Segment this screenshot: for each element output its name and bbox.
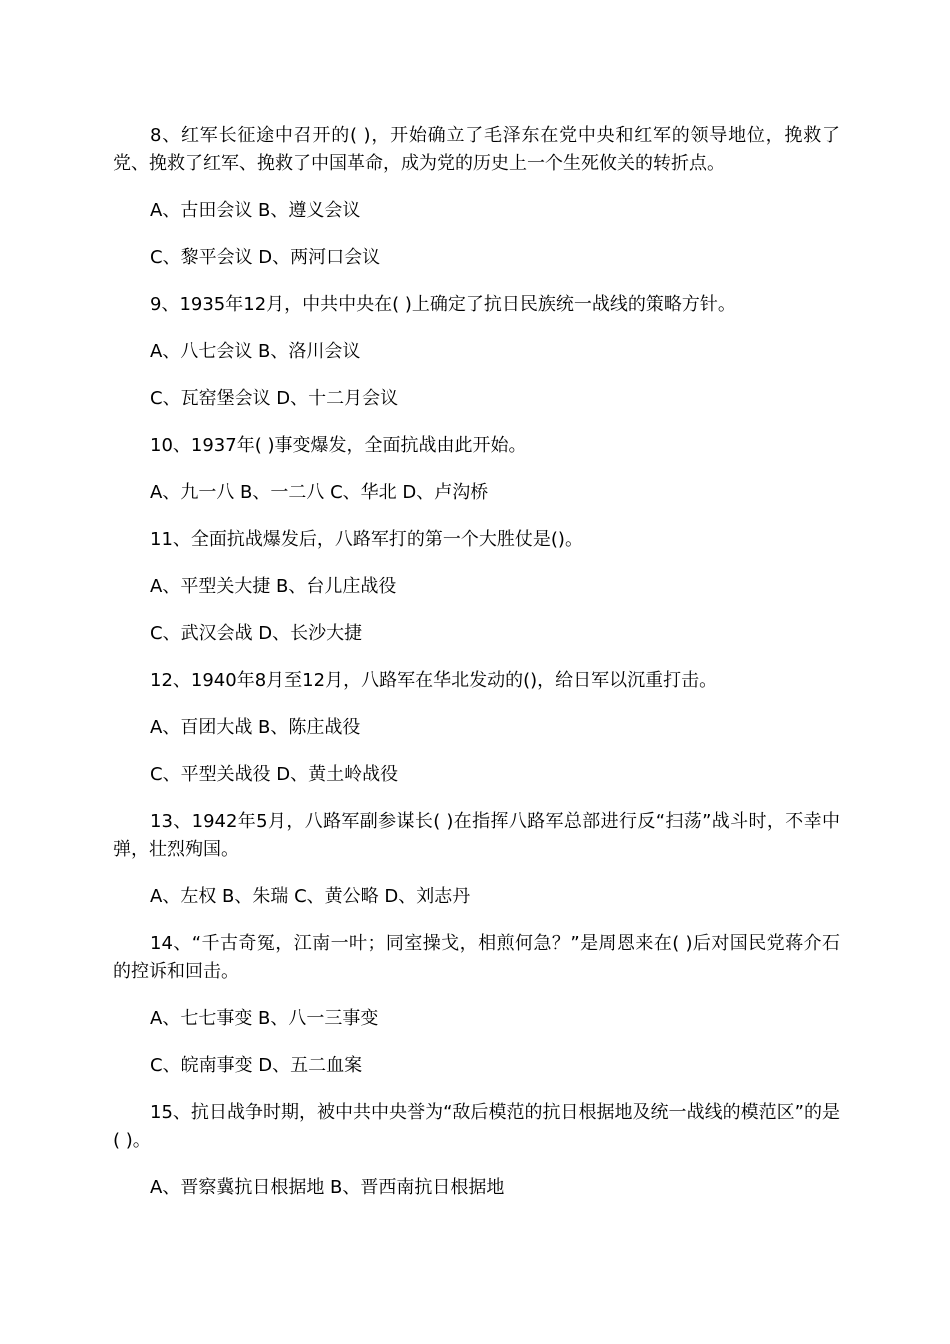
options-9-cd: C、瓦窑堡会议 D、十二月会议: [150, 388, 399, 409]
options-12-ab: A、百团大战 B、陈庄战役: [150, 717, 361, 738]
options-9-ab: A、八七会议 B、洛川会议: [150, 341, 361, 362]
question-9: 9、1935年12月，中共中央在( )上确定了抗日民族统一战线的策略方针。: [150, 294, 736, 315]
question-15: 15、抗日战争时期，被中共中央誉为“敌后模范的抗日根据地及统一战线的模范区”的是( )。: [113, 1102, 840, 1151]
options-15-ab: A、晋察冀抗日根据地 B、晋西南抗日根据地: [150, 1177, 505, 1198]
question-12: 12、1940年8月至12月，八路军在华北发动的()，给日军以沉重打击。: [150, 670, 718, 691]
options-11-cd: C、武汉会战 D、长沙大捷: [150, 623, 363, 644]
options-13: A、左权 B、朱瑞 C、黄公略 D、刘志丹: [150, 886, 471, 907]
options-10: A、九一八 B、一二八 C、华北 D、卢沟桥: [150, 482, 489, 503]
options-8-cd: C、黎平会议 D、两河口会议: [150, 247, 381, 268]
question-8: 8、红军长征途中召开的( )，开始确立了毛泽东在党中央和红军的领导地位，挽救了党、挽救了红军、挽救了中国革命，成为党的历史上一个生死攸关的转折点。: [113, 125, 840, 174]
options-14-ab: A、七七事变 B、八一三事变: [150, 1008, 379, 1029]
question-10: 10、1937年( )事变爆发，全面抗战由此开始。: [150, 435, 527, 456]
options-14-cd: C、皖南事变 D、五二血案: [150, 1055, 363, 1076]
document-page: [113, 122, 840, 1221]
options-11-ab: A、平型关大捷 B、台儿庄战役: [150, 576, 397, 597]
options-8-ab: A、古田会议 B、遵义会议: [150, 200, 361, 221]
question-14: 14、“千古奇冤，江南一叶；同室操戈，相煎何急？”是周恩来在( )后对国民党蒋介石的控诉和回击。: [113, 933, 840, 982]
options-12-cd: C、平型关战役 D、黄土岭战役: [150, 764, 399, 785]
question-13: 13、1942年5月，八路军副参谋长( )在指挥八路军总部进行反“扫荡”战斗时，不幸中弹，壮烈殉国。: [113, 811, 840, 860]
question-11: 11、全面抗战爆发后，八路军打的第一个大胜仗是()。: [150, 529, 583, 550]
